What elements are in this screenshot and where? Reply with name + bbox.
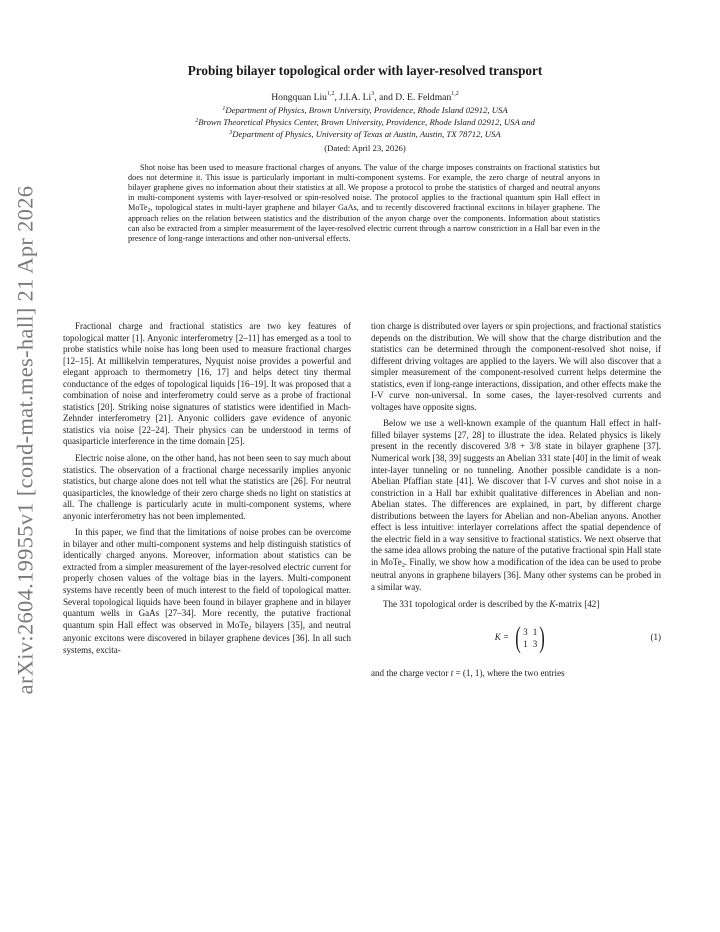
author-name: D. E. Feldman xyxy=(395,92,452,103)
author-affil-mark: 3 xyxy=(371,91,375,97)
body-paragraph: and the charge vector t = (1, 1), where the two entries xyxy=(371,668,565,679)
body-paragraph: The 331 topological order is described by the K-matrix [42] xyxy=(383,598,600,609)
paper-date: (Dated: April 23, 2026) xyxy=(324,143,406,153)
left-column xyxy=(63,321,351,661)
matrix-entry: 3 xyxy=(523,627,528,638)
equation-lhs: K = xyxy=(494,632,510,643)
arxiv-sidebar-stamp xyxy=(2,185,48,695)
affiliation-1: $^1$Department of Physics, Brown University, Providence, Rhode Island 02912, USA xyxy=(222,105,508,115)
body-paragraph: tion charge is distributed over layers or spin projections, and fractional statistics depends on the distribution. We will show that the charge distribution and the statistics can be determined through the component-resolved shot noise, if different driving voltages are applied to the layers. We will also discover that a simpler measurement of the component-resolved current helps determine the statistics, even if long-range interactions, dissipation, and other effects make the I-V curve non-universal. In some cases, the layer-resolved currents and voltages have opposite signs. xyxy=(371,321,661,412)
affiliation-2: $^2$Brown Theoretical Physics Center, Brown University, Providence, Rhode Island 02912, USA and xyxy=(195,117,535,127)
k-matrix: ( 3 1 1 3 ) xyxy=(515,621,545,655)
author-name: Hongquan Liu xyxy=(271,92,327,103)
matrix-entry: 3 xyxy=(532,639,538,650)
body-paragraph: Fractional charge and fractional statistics are two key features of topological matter [1]. Anyonic interferometry [2–11] has emerged as a tool to probe statistics while noise has long been used to measure fractional charges [12–15]. At millikelvin temperatures, Nyquist noise provides a powerful and elegant approach to thermometry [16, 17] and helps detect tiny thermal conductance of the edges of topological liquids [16–19]. It was proposed that a combination of noise and interferometry could serve as a probe of fractional statistics [20]. Striking noise signatures of statistics were identified in Mach-Zehnder interferometry [21]. Anyonic colliders gave evidence of anyonic statistics via noise [22–24]. Their physics can be understood in terms of quasiparticle interference in the time domain [25]. xyxy=(63,321,351,447)
arxiv-identifier: arXiv:2604.19955v1 [cond-mat.mes-hall] 21 Apr 2026 xyxy=(12,185,38,695)
author-affil-mark: 1,2 xyxy=(451,91,459,97)
body-paragraph: In this paper, we find that the limitations of noise probes can be overcome in bilayer and other multi-component systems and help distinguish statistics of identically charged anyons. Moreover, information about statistics can be extracted from a simpler measurement of the layer-resolved electric current for properly chosen values of the voltage bias in the layers. Multi-component systems have recently been of much interest to the field of topological matter. Several topological liquids have been found in bilayer graphene and in bilayer quantum wells in GaAs [27–34]. More recently, the putative fractional quantum spin Hall effect was observed in MoTe$_2$ bilayers [35], and neutral anyonic excitons were discovered in bilayer graphene devices [36]. In all such systems, excita- xyxy=(63,527,352,655)
affiliation-3: $^3$Department of Physics, University of Texas at Austin, Austin, TX 78712, USA xyxy=(229,129,501,139)
abstract: Shot noise has been used to measure fractional charges of anyons. The value of the charge imposes constraints on fractional statistics but does not determine it. This issue is particularly important in multi-component systems. For example, the zero charge of neutral anyons in bilayer graphene gives no information about their statistics at all. We propose a protocol to probe the statistics of charged and neutral anyons in multi-component systems with layer-resolved or spin-resolved noise. The protocol applies to the fractional quantum spin Hall effect in MoTe$_2$, topological states in multi-layer graphene and bilayer GaAs, and to recently discovered fractional excitons in bilayer graphene. The approach relies on the relation between statistics and the distribution of the anyon charge over the components. Information about statistics can also be extracted from a simpler measurement of the layer-resolved electric current through a narrow constriction in a Hall bar even in the presence of long-range interactions and other non-universal effects. xyxy=(128,163,600,244)
author-list: Hongquan Liu$^{1,2}$, J.I.A. Li$^3$, and D. E. Feldman$^{1,2}$ xyxy=(271,91,459,103)
equation-number: (1) xyxy=(650,632,661,643)
equation-1 xyxy=(371,618,661,658)
right-column xyxy=(371,321,661,685)
author-name: J.I.A. Li xyxy=(339,92,372,103)
body-paragraph: Electric noise alone, on the other hand, has not been seen to say much about statistics. The observation of a fractional charge necessarily implies anyonic statistics, but charge alone does not tell what the statistics are [26]. For neutral quasiparticles, the knowledge of their zero charge sheds no light on statistics at all. The challenge is particularly acute in multi-component systems, where anyonic interferometry has not been implemented. xyxy=(63,453,351,521)
matrix-entry: 1 xyxy=(523,639,528,650)
author-affil-mark: 1,2 xyxy=(326,91,335,97)
body-paragraph: Below we use a well-known example of the quantum Hall effect in half-filled bilayer systems [27, 28] to illustrate the idea. Related physics is likely present in the recently discovered 3/8 + 3/8 state in bilayer graphene [37]. Numerical work [38, 39] suggests an Abelian 331 state [40] in the limit of weak inter-layer tunneling or no tunneling. Another possible candidate is a non-Abelian Pfaffian state [41]. We discover that I-V curves and shot noise in a constriction in a Hall bar exhibit qualitative differences in Abelian and non-Abelian states. The differences are explained, in part, by different charge distributions between the layers for Abelian and non-Abelian anyons. Another effect is less intuitive: interlayer correlations affect the spatial dependence of the electric field in a way sensitive to fractional statistics. We next observe that the same idea allows probing the nature of the putative fractional spin Hall state in MoTe$_2$. Finally, we show how a modification of the idea can be used to probe neutral anyons in graphene bilayers [36]. Many other systems can be probed in a similar way. xyxy=(371,418,661,593)
paper-title: Probing bilayer topological order with layer-resolved transport xyxy=(187,63,543,78)
matrix-entry: 1 xyxy=(532,627,538,638)
